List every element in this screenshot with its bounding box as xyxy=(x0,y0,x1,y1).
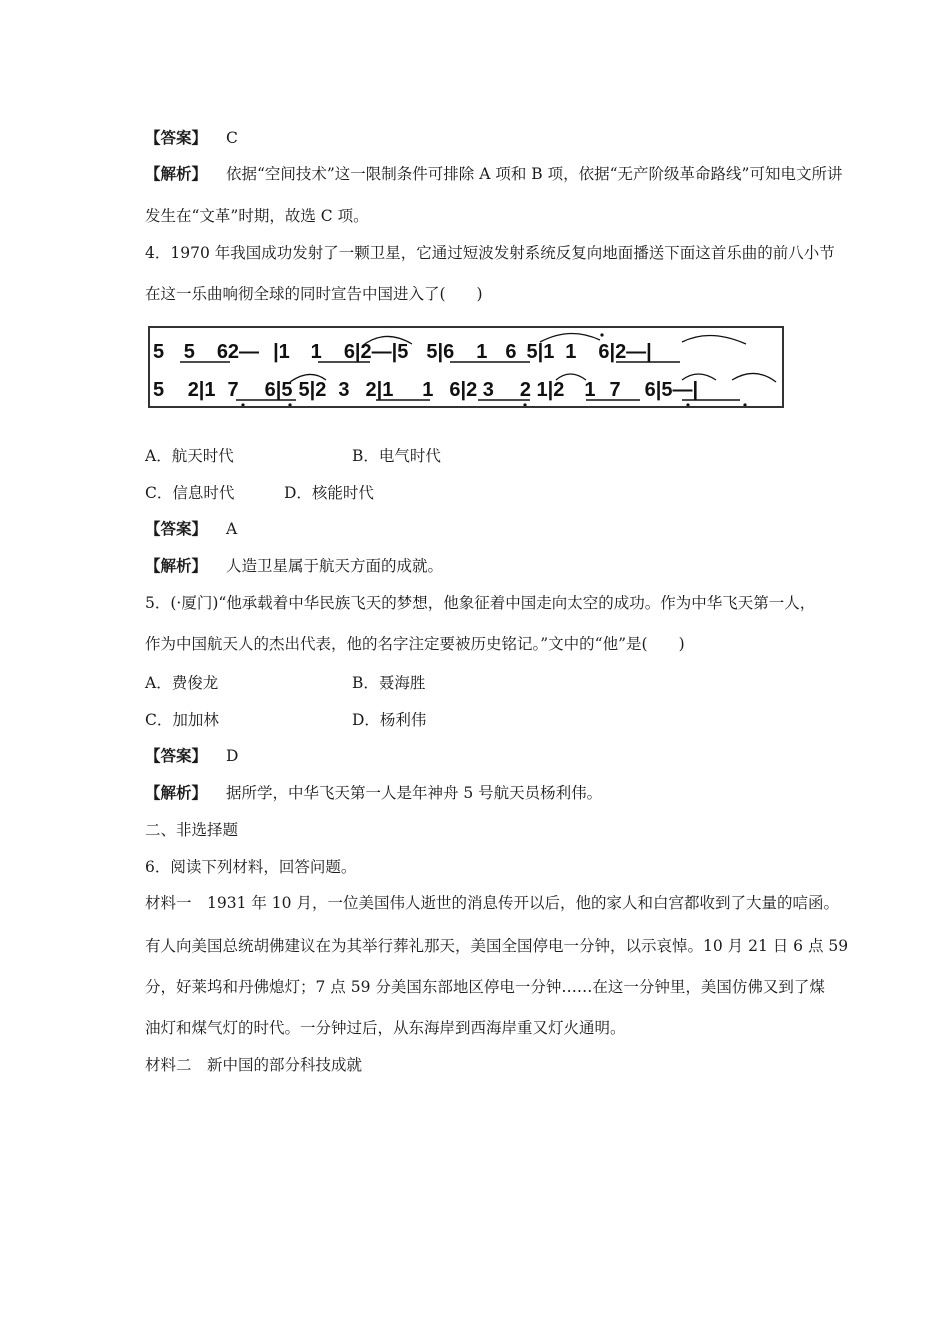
analysis-3-continuation: 发生在“文革”时期，故选 C 项。 xyxy=(145,207,369,225)
analysis-text: 据所学，中华飞天第一人是年神舟 5 号航天员杨利伟。 xyxy=(225,784,603,802)
score-row-1: 5 5 62— |1 1 6|2—|5 5|6 1 6 5|1 1 6|2—| xyxy=(153,341,652,363)
section-heading: 二、非选择题 xyxy=(145,821,239,839)
q5-option-a: A．费俊龙 xyxy=(145,674,219,692)
analysis-5-row xyxy=(145,782,602,804)
answer-3-row xyxy=(145,127,238,149)
score-row-2: 5 2|1 7 6|5 5|2 3 2|1 1 6|2 3 2 1|2 1 7 6|5—| xyxy=(153,379,699,401)
q5-option-b: B．聂海胜 xyxy=(352,674,426,692)
material-1-line2: 有人向美国总统胡佛建议在为其举行葬礼那天，美国全国停电一分钟，以示哀悼。10 月 21 日 6 点 59 xyxy=(145,937,849,955)
question-4-line2: 在这一乐曲响彻全球的同时宣告中国进入了( ) xyxy=(145,285,483,303)
answer-value: D xyxy=(225,747,239,765)
analysis-label: 【解析】 xyxy=(145,783,208,802)
q4-option-b: B．电气时代 xyxy=(352,447,441,465)
answer-5-row xyxy=(145,745,238,767)
analysis-label: 【解析】 xyxy=(145,556,208,575)
q4-option-c: C．信息时代 xyxy=(145,484,235,502)
q4-option-a: A．航天时代 xyxy=(145,447,234,465)
question-5-line2: 作为中国航天人的杰出代表，他的名字注定要被历史铭记。”文中的“他”是( ) xyxy=(145,635,685,653)
answer-value: C xyxy=(225,129,238,147)
q5-option-c: C．加加林 xyxy=(145,711,219,729)
answer-4-row xyxy=(145,518,237,540)
answer-label: 【答案】 xyxy=(145,128,208,147)
analysis-text: 依据“空间技术”这一限制条件可排除 A 项和 B 项，依据“无产阶级革命路线”可知电文所讲 xyxy=(225,165,843,183)
analysis-text: 人造卫星属于航天方面的成就。 xyxy=(225,557,443,575)
material-1-line3: 分，好莱坞和丹佛熄灯；7 点 59 分美国东部地区停电一分钟……在这一分钟里，美国仿佛又到了煤 xyxy=(145,978,825,996)
music-score-svg xyxy=(150,328,782,406)
answer-label: 【答案】 xyxy=(145,746,208,765)
material-2-heading: 材料二 新中国的部分科技成就 xyxy=(145,1056,363,1074)
analysis-4-row xyxy=(145,555,443,577)
analysis-label: 【解析】 xyxy=(145,164,208,183)
answer-value: A xyxy=(225,520,238,538)
material-1-line1: 材料一 1931 年 10 月，一位美国伟人逝世的消息传开以后，他的家人和白宫都收到了大量的唁函。 xyxy=(145,894,839,912)
analysis-3-row xyxy=(145,163,842,185)
question-5-line1: 5．(·厦门)“他承载着中华民族飞天的梦想，他象征着中国走向太空的成功。作为中华飞天第一人， xyxy=(145,594,816,612)
question-6: 6．阅读下列材料，回答问题。 xyxy=(145,858,357,876)
q5-option-d: D．杨利伟 xyxy=(352,711,427,729)
q4-option-d: D．核能时代 xyxy=(284,484,374,502)
material-1-line4: 油灯和煤气灯的时代。一分钟过后，从东海岸到西海岸重又灯火通明。 xyxy=(145,1019,626,1037)
music-score-figure xyxy=(148,326,784,408)
question-4-line1: 4．1970 年我国成功发射了一颗卫星，它通过短波发射系统反复向地面播送下面这首乐曲的前八小节 xyxy=(145,244,835,262)
answer-label: 【答案】 xyxy=(145,519,208,538)
